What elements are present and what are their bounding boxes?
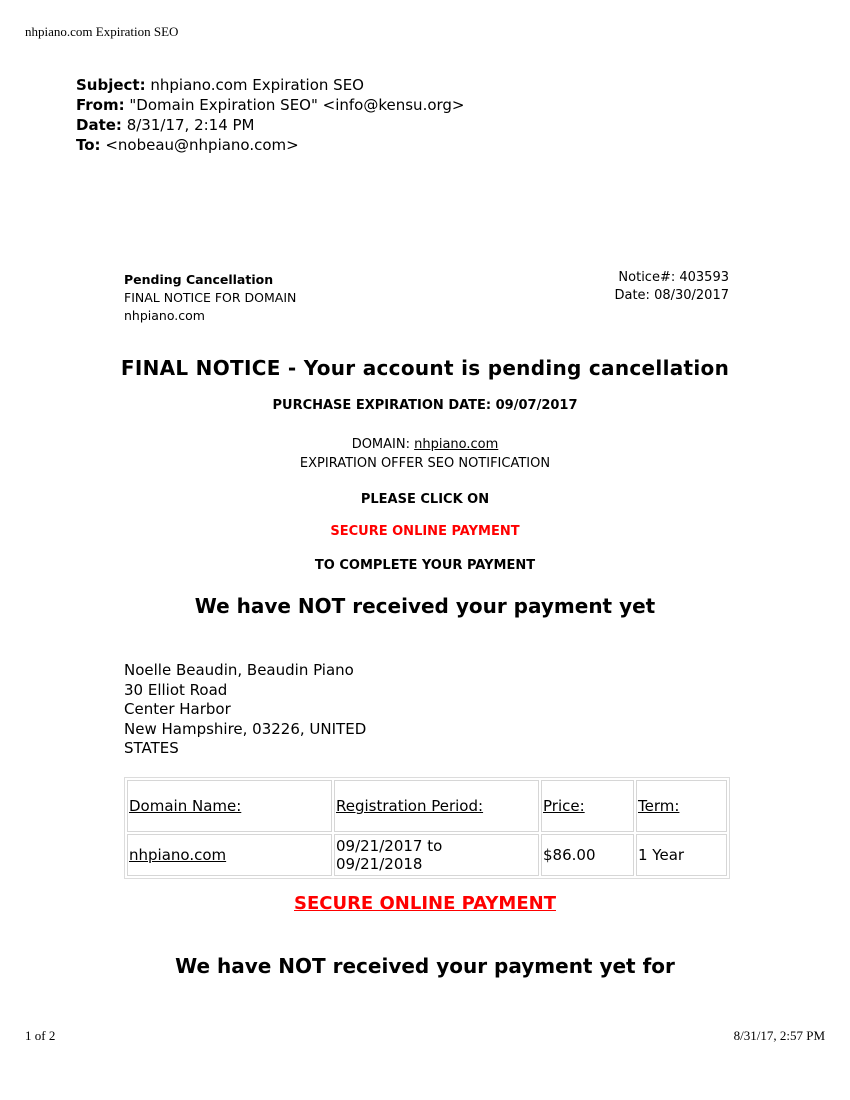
subject-label: Subject:	[76, 76, 146, 94]
subject-value: nhpiano.com Expiration SEO	[150, 76, 364, 94]
table-header-row	[127, 780, 727, 832]
please-click: PLEASE CLICK ON	[360, 492, 490, 507]
header-term: Term:	[636, 780, 727, 832]
secure-payment-link[interactable]: SECURE ONLINE PAYMENT	[330, 524, 520, 539]
date-label: Date:	[76, 116, 122, 134]
final-notice-headline: FINAL NOTICE - Your account is pending cancellation	[120, 356, 730, 380]
notice-domain: nhpiano.com	[124, 308, 205, 323]
complete-payment-text: TO COMPLETE YOUR PAYMENT	[314, 558, 536, 573]
offer-line: EXPIRATION OFFER SEO NOTIFICATION	[299, 456, 551, 471]
print-datetime: 8/31/17, 2:57 PM	[733, 1028, 825, 1043]
final-notice-for-domain: FINAL NOTICE FOR DOMAIN	[124, 290, 297, 305]
address-line: STATES	[124, 739, 179, 757]
notice-status-block	[124, 271, 296, 325]
print-header: nhpiano.com Expiration SEO	[25, 24, 179, 39]
not-received-for-headline: We have NOT received your payment yet for	[175, 954, 675, 978]
address-line: Center Harbor	[124, 700, 231, 718]
header-registration-period: Registration Period:	[334, 780, 539, 832]
notice-number: Notice#: 403593	[618, 270, 729, 285]
from-label: From:	[76, 96, 125, 114]
header-price: Price:	[541, 780, 634, 832]
notice-date: Date: 08/30/2017	[614, 288, 729, 303]
address-line: New Hampshire, 03226, UNITED	[124, 719, 367, 738]
address-line: 30 Elliot Road	[124, 680, 228, 699]
billing-address	[124, 661, 366, 759]
header-domain-name: Domain Name:	[127, 780, 332, 832]
address-line: Noelle Beaudin, Beaudin Piano	[124, 661, 354, 679]
domain-label: DOMAIN:	[351, 437, 415, 452]
domain-link[interactable]: nhpiano.com	[414, 437, 499, 452]
to-label: To:	[76, 136, 101, 154]
secure-payment-link-large[interactable]: SECURE ONLINE PAYMENT	[293, 893, 556, 914]
cell-price: $86.00	[541, 834, 634, 876]
notice-meta-block	[614, 269, 729, 305]
table-row	[127, 834, 727, 876]
to-line	[76, 135, 465, 155]
date-value: 8/31/17, 2:14 PM	[126, 116, 255, 134]
from-value: "Domain Expiration SEO" <info@kensu.org>	[129, 96, 465, 114]
not-received-headline: We have NOT received your payment yet	[194, 594, 656, 618]
cell-term: 1 Year	[636, 834, 727, 876]
from-line	[76, 95, 465, 115]
subject-line	[76, 75, 465, 95]
date-line	[76, 115, 465, 135]
expiration-date: PURCHASE EXPIRATION DATE: 09/07/2017	[272, 398, 578, 413]
email-header	[76, 75, 465, 155]
cell-period: 09/21/2017 to 09/21/2018	[334, 834, 539, 876]
domain-table	[124, 777, 730, 879]
cell-domain[interactable]: nhpiano.com	[127, 834, 332, 876]
pending-cancellation: Pending Cancellation	[124, 272, 274, 287]
page-indicator: 1 of 2	[25, 1028, 56, 1043]
to-value: <nobeau@nhpiano.com>	[105, 136, 299, 154]
domain-block	[0, 435, 850, 473]
